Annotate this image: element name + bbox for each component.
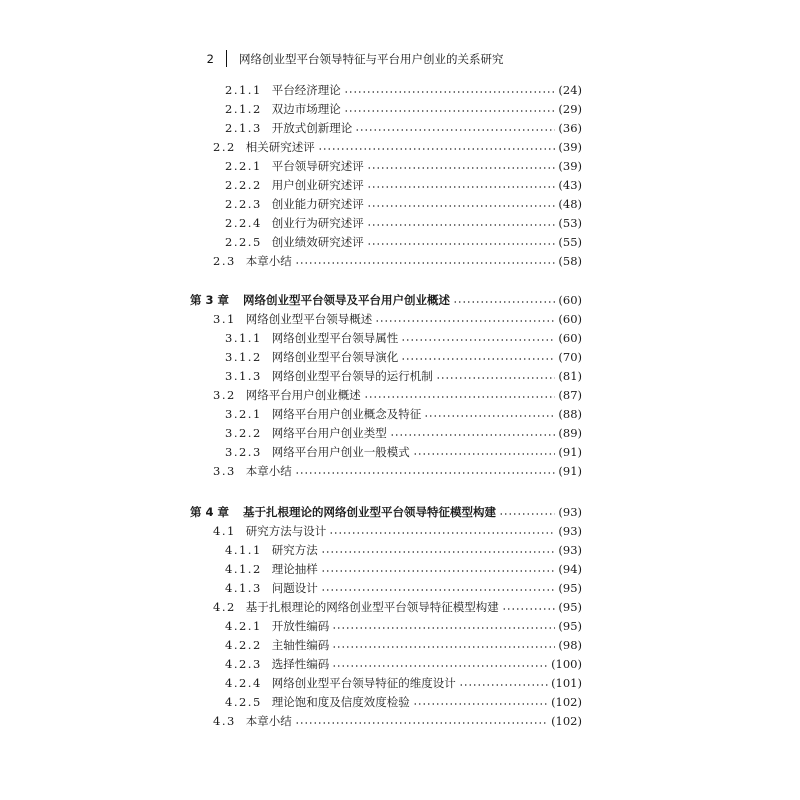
toc-entry-page: (70) (558, 350, 582, 364)
toc-entry-page: (39) (558, 140, 582, 154)
toc-entry (213, 386, 582, 404)
toc-dot-leader (367, 185, 556, 189)
toc-entry-title: 创业行为研究述评 (271, 216, 364, 230)
toc-dot-leader (321, 550, 556, 554)
toc-entry-page: (102) (551, 714, 582, 728)
toc-entry (225, 405, 582, 423)
toc-entry-number: 3.3 (213, 464, 236, 478)
toc-entry (225, 655, 582, 673)
toc-entry-title: 相关研究述评 (245, 140, 315, 154)
toc-entry-number: 2.2 (213, 140, 236, 154)
toc-entry (225, 424, 582, 442)
toc-entry-page: (93) (558, 543, 582, 557)
toc-entry-title: 网络创业型平台领导概述 (245, 312, 373, 326)
toc-entry-page: (88) (558, 407, 582, 421)
page-number: 2 (206, 51, 214, 66)
toc-dot-leader (364, 395, 556, 399)
toc-entry-number: 2.1.3 (225, 121, 262, 135)
toc-dot-leader (367, 204, 556, 208)
toc-entry (213, 252, 582, 270)
toc-dot-leader (436, 376, 556, 380)
toc-entry-title: 网络平台用户创业一般模式 (271, 445, 410, 459)
toc-entry-title: 理论抽样 (271, 562, 318, 576)
toc-entry-title: 开放式创新理论 (271, 121, 353, 135)
toc-entry-page: (58) (558, 254, 582, 268)
toc-entry-page: (60) (558, 312, 582, 326)
toc-entry-title: 平台领导研究述评 (271, 159, 364, 173)
toc-dot-leader (321, 569, 556, 573)
toc-entry-title: 选择性编码 (271, 657, 330, 671)
toc-entry (213, 522, 582, 540)
toc-entry-number: 2.2.4 (225, 216, 262, 230)
toc-entry-title: 理论饱和度及信度效度检验 (271, 695, 410, 709)
toc-entry-page: (95) (558, 581, 582, 595)
toc-entry-number: 4.2 (213, 600, 236, 614)
toc-entry (225, 348, 582, 366)
toc-dot-leader (424, 414, 555, 418)
toc-entry-number: 3.1.1 (225, 331, 262, 345)
toc-entry-page: (93) (558, 505, 582, 519)
toc-entry-number: 4.3 (213, 714, 236, 728)
toc-entry-number: 4.2.5 (225, 695, 262, 709)
toc-dot-leader (401, 338, 555, 342)
toc-entry-number: 4.2.3 (225, 657, 262, 671)
toc-entry-page: (102) (551, 695, 582, 709)
running-title: 网络创业型平台领导特征与平台用户创业的关系研究 (239, 51, 504, 66)
toc-entry-number: 4.2.2 (225, 638, 262, 652)
toc-entry-title: 网络创业型平台领导及平台用户创业概述 (243, 293, 451, 307)
toc-entry-title: 本章小结 (245, 464, 292, 478)
toc-dot-leader (453, 300, 555, 304)
toc-entry-number: 第 4 章 (190, 505, 230, 519)
toc-entry-number: 2.2.5 (225, 235, 262, 249)
toc-entry-title: 网络平台用户创业概述 (245, 388, 361, 402)
toc-entry (225, 119, 582, 137)
toc-entry-page: (60) (558, 293, 582, 307)
toc-entry-title: 创业能力研究述评 (271, 197, 364, 211)
toc-dot-leader (413, 452, 556, 456)
toc-entry-page: (53) (558, 216, 582, 230)
toc-entry-number: 4.2.4 (225, 676, 262, 690)
toc-entry (225, 329, 582, 347)
toc-entry-number: 第 3 章 (190, 293, 230, 307)
toc-entry-page: (81) (558, 369, 582, 383)
toc-entry-page: (29) (558, 102, 582, 116)
toc-entry-page: (43) (558, 178, 582, 192)
toc-dot-leader (367, 166, 556, 170)
toc-entry (213, 598, 582, 616)
toc-entry-title: 网络创业型平台领导特征的维度设计 (271, 676, 456, 690)
toc-entry-page: (93) (558, 524, 582, 538)
toc-entry-number: 2.2.3 (225, 197, 262, 211)
toc-entry-title: 本章小结 (245, 254, 292, 268)
toc-entry-number: 2.2.1 (225, 159, 262, 173)
toc-entry-title: 网络创业型平台领导的运行机制 (271, 369, 433, 383)
toc-entry-page: (91) (558, 445, 582, 459)
toc-entry-title: 平台经济理论 (271, 83, 341, 97)
toc-entry-title: 研究方法 (271, 543, 318, 557)
toc-dot-leader (499, 512, 555, 516)
toc-dot-leader (332, 645, 555, 649)
toc-entry-page: (100) (551, 657, 582, 671)
toc-dot-leader (390, 433, 556, 437)
toc-entry (225, 233, 582, 251)
toc-dot-leader (413, 702, 548, 706)
toc-entry (213, 712, 582, 730)
toc-entry-number: 4.1.1 (225, 543, 262, 557)
toc-entry-page: (95) (558, 619, 582, 633)
toc-entry-page: (36) (558, 121, 582, 135)
toc-entry-page: (55) (558, 235, 582, 249)
toc-dot-leader (401, 357, 555, 361)
toc-chapter-entry (190, 503, 582, 521)
toc-entry-page: (39) (558, 159, 582, 173)
toc-entry (225, 579, 582, 597)
toc-entry (225, 195, 582, 213)
toc-dot-leader (321, 588, 556, 592)
toc-entry (213, 138, 582, 156)
toc-dot-leader (344, 90, 556, 94)
toc-entry-page: (95) (558, 600, 582, 614)
toc-entry-number: 3.2 (213, 388, 236, 402)
toc-entry (225, 617, 582, 635)
toc-entry-page: (89) (558, 426, 582, 440)
toc-entry-number: 3.2.3 (225, 445, 262, 459)
toc-entry-title: 网络平台用户创业概念及特征 (271, 407, 422, 421)
toc-entry (225, 674, 582, 692)
toc-entry (225, 636, 582, 654)
toc-entry (225, 81, 582, 99)
toc-dot-leader (332, 664, 548, 668)
toc-entry-number: 2.3 (213, 254, 236, 268)
toc-entry-title: 网络创业型平台领导演化 (271, 350, 399, 364)
toc-entry-number: 2.1.1 (225, 83, 262, 97)
toc-dot-leader (367, 242, 556, 246)
toc-entry-number: 4.1.2 (225, 562, 262, 576)
toc-entry (225, 560, 582, 578)
toc-entry-title: 研究方法与设计 (245, 524, 327, 538)
toc-entry-title: 基于扎根理论的网络创业型平台领导特征模型构建 (245, 600, 499, 614)
toc-entry-number: 3.1.3 (225, 369, 262, 383)
toc-dot-leader (344, 109, 556, 113)
toc-entry-title: 用户创业研究述评 (271, 178, 364, 192)
toc-chapter-entry (190, 291, 582, 309)
toc-entry-page: (94) (558, 562, 582, 576)
toc-dot-leader (459, 683, 548, 687)
toc-entry-page: (48) (558, 197, 582, 211)
toc-dot-leader (332, 626, 555, 630)
toc-dot-leader (355, 128, 555, 132)
toc-entry-page: (60) (558, 331, 582, 345)
toc-dot-leader (502, 607, 556, 611)
toc-entry-page: (91) (558, 464, 582, 478)
toc-entry-title: 开放性编码 (271, 619, 330, 633)
toc-dot-leader (318, 147, 556, 151)
toc-entry-title: 双边市场理论 (271, 102, 341, 116)
toc-entry-number: 4.1 (213, 524, 236, 538)
toc-entry-title: 问题设计 (271, 581, 318, 595)
toc-entry-title: 创业绩效研究述评 (271, 235, 364, 249)
toc-entry-title: 网络创业型平台领导属性 (271, 331, 399, 345)
toc-entry-page: (101) (551, 676, 582, 690)
toc-entry (225, 693, 582, 711)
toc-entry (225, 100, 582, 118)
toc-entry-page: (24) (558, 83, 582, 97)
toc-entry (225, 214, 582, 232)
toc-dot-leader (367, 223, 556, 227)
toc-entry-number: 4.1.3 (225, 581, 262, 595)
toc-entry (225, 157, 582, 175)
toc-entry-title: 本章小结 (245, 714, 292, 728)
toc-entry-number: 2.2.2 (225, 178, 262, 192)
toc-dot-leader (295, 261, 556, 265)
toc-entry (225, 176, 582, 194)
toc-entry-title: 基于扎根理论的网络创业型平台领导特征模型构建 (243, 505, 497, 519)
toc-entry-number: 2.1.2 (225, 102, 262, 116)
toc-entry (213, 462, 582, 480)
toc-entry-title: 主轴性编码 (271, 638, 330, 652)
toc-entry-page: (87) (558, 388, 582, 402)
toc-entry-number: 3.2.2 (225, 426, 262, 440)
toc-entry (225, 367, 582, 385)
toc-entry-page: (98) (558, 638, 582, 652)
toc-entry-number: 4.2.1 (225, 619, 262, 633)
toc-entry-number: 3.2.1 (225, 407, 262, 421)
toc-dot-leader (375, 319, 555, 323)
toc-dot-leader (295, 471, 556, 475)
toc-dot-leader (295, 721, 548, 725)
toc-entry-title: 网络平台用户创业类型 (271, 426, 387, 440)
toc-entry (225, 541, 582, 559)
toc-entry-number: 3.1 (213, 312, 236, 326)
toc-entry (213, 310, 582, 328)
toc-entry (225, 443, 582, 461)
toc-entry-number: 3.1.2 (225, 350, 262, 364)
toc-dot-leader (329, 531, 555, 535)
